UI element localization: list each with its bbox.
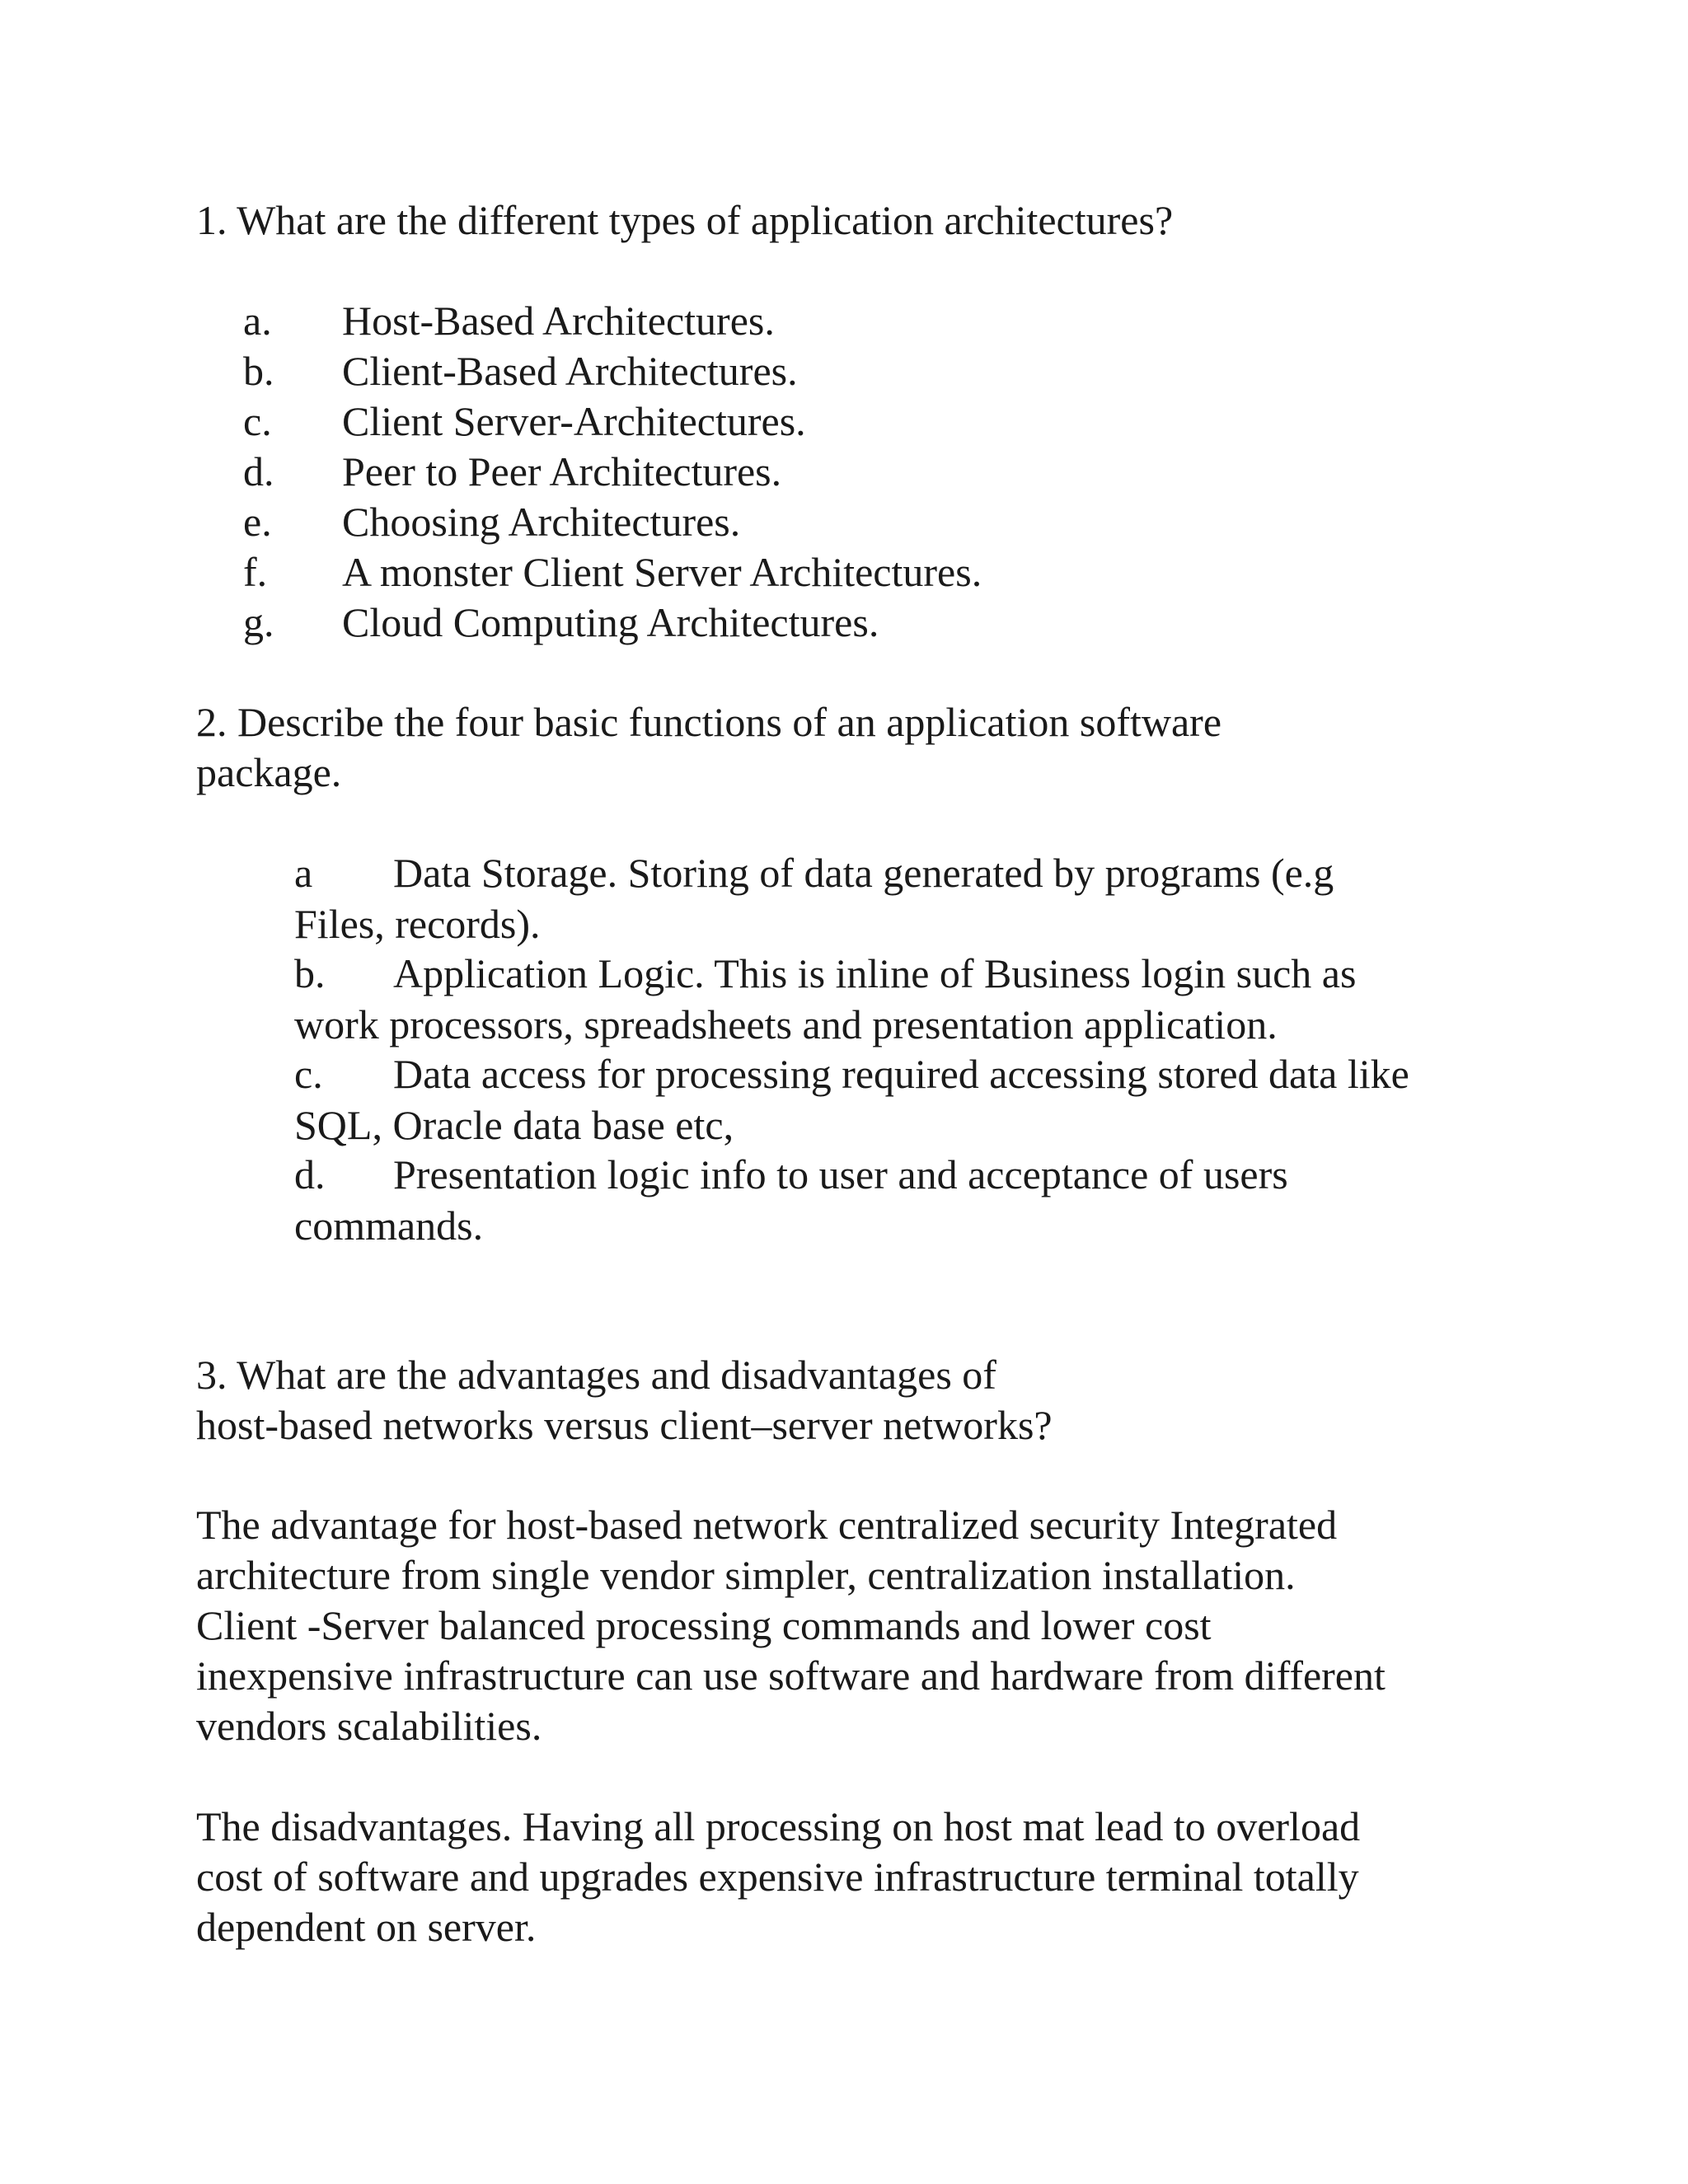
list-marker: c. <box>294 1051 323 1097</box>
list-item-text: A monster Client Server Architectures. <box>342 549 982 595</box>
list-item-text: Host-Based Architectures. <box>342 298 775 344</box>
paragraph-line: The advantage for host-based network centralized security Integrated <box>196 1502 1338 1548</box>
question-3-line-2: host-based networks versus client–server networks? <box>196 1402 1053 1448</box>
list-marker: e. <box>243 499 272 545</box>
question-2-line-1: 2. Describe the four basic functions of an application software <box>196 699 1222 745</box>
function-item <box>294 1149 1481 1251</box>
list-item-text: Choosing Architectures. <box>342 499 741 545</box>
paragraph-line: vendors scalabilities. <box>196 1703 542 1749</box>
list-item-text: Peer to Peer Architectures. <box>342 448 782 494</box>
disadvantages-paragraph <box>196 1802 1482 1952</box>
function-item <box>294 1048 1481 1151</box>
function-text-line-1: Data Storage. Storing of data generated by programs (e.g <box>393 850 1334 896</box>
paragraph-line: inexpensive infrastructure can use software and hardware from different <box>196 1652 1386 1699</box>
question-3-line-1: 3. What are the advantages and disadvantages of <box>196 1352 996 1398</box>
list-marker: d. <box>294 1151 326 1197</box>
function-text-line-2: work processors, spreadsheets and presentation application. <box>294 1001 1278 1047</box>
list-item-text: Client Server-Architectures. <box>342 398 806 444</box>
function-text-line-1: Data access for processing required accessing stored data like <box>393 1051 1409 1097</box>
list-marker: b. <box>243 348 274 394</box>
list-marker: c. <box>243 398 272 444</box>
question-2-line-2: package. <box>196 749 342 795</box>
list-marker: d. <box>243 448 274 494</box>
paragraph-line: architecture from single vendor simpler, centralization installation. <box>196 1552 1296 1598</box>
function-text-line-2: commands. <box>294 1202 484 1249</box>
list-marker: a. <box>243 298 272 344</box>
function-item <box>294 948 1481 1050</box>
paragraph-line: Client -Server balanced processing commands and lower cost <box>196 1602 1212 1648</box>
paragraph-line: dependent on server. <box>196 1904 537 1950</box>
function-text-line-2: Files, records). <box>294 901 541 947</box>
list-marker: b. <box>294 950 326 996</box>
list-item-text: Cloud Computing Architectures. <box>342 599 879 645</box>
function-text-line-2: SQL, Oracle data base etc, <box>294 1102 734 1148</box>
function-item <box>294 847 1481 949</box>
list-item-text: Client-Based Architectures. <box>342 348 798 394</box>
list-marker: a <box>294 850 313 896</box>
question-1: 1. What are the different types of application architectures? <box>196 197 1174 243</box>
advantages-paragraph <box>196 1500 1482 1751</box>
function-text-line-1: Presentation logic info to user and acceptance of users <box>393 1151 1288 1197</box>
paragraph-line: cost of software and upgrades expensive infrastructure terminal totally <box>196 1854 1359 1900</box>
list-marker: f. <box>243 549 268 595</box>
paragraph-line: The disadvantages. Having all processing on host mat lead to overload <box>196 1803 1361 1849</box>
function-text-line-1: Application Logic. This is inline of Business login such as <box>393 950 1357 996</box>
list-marker: g. <box>243 599 274 645</box>
